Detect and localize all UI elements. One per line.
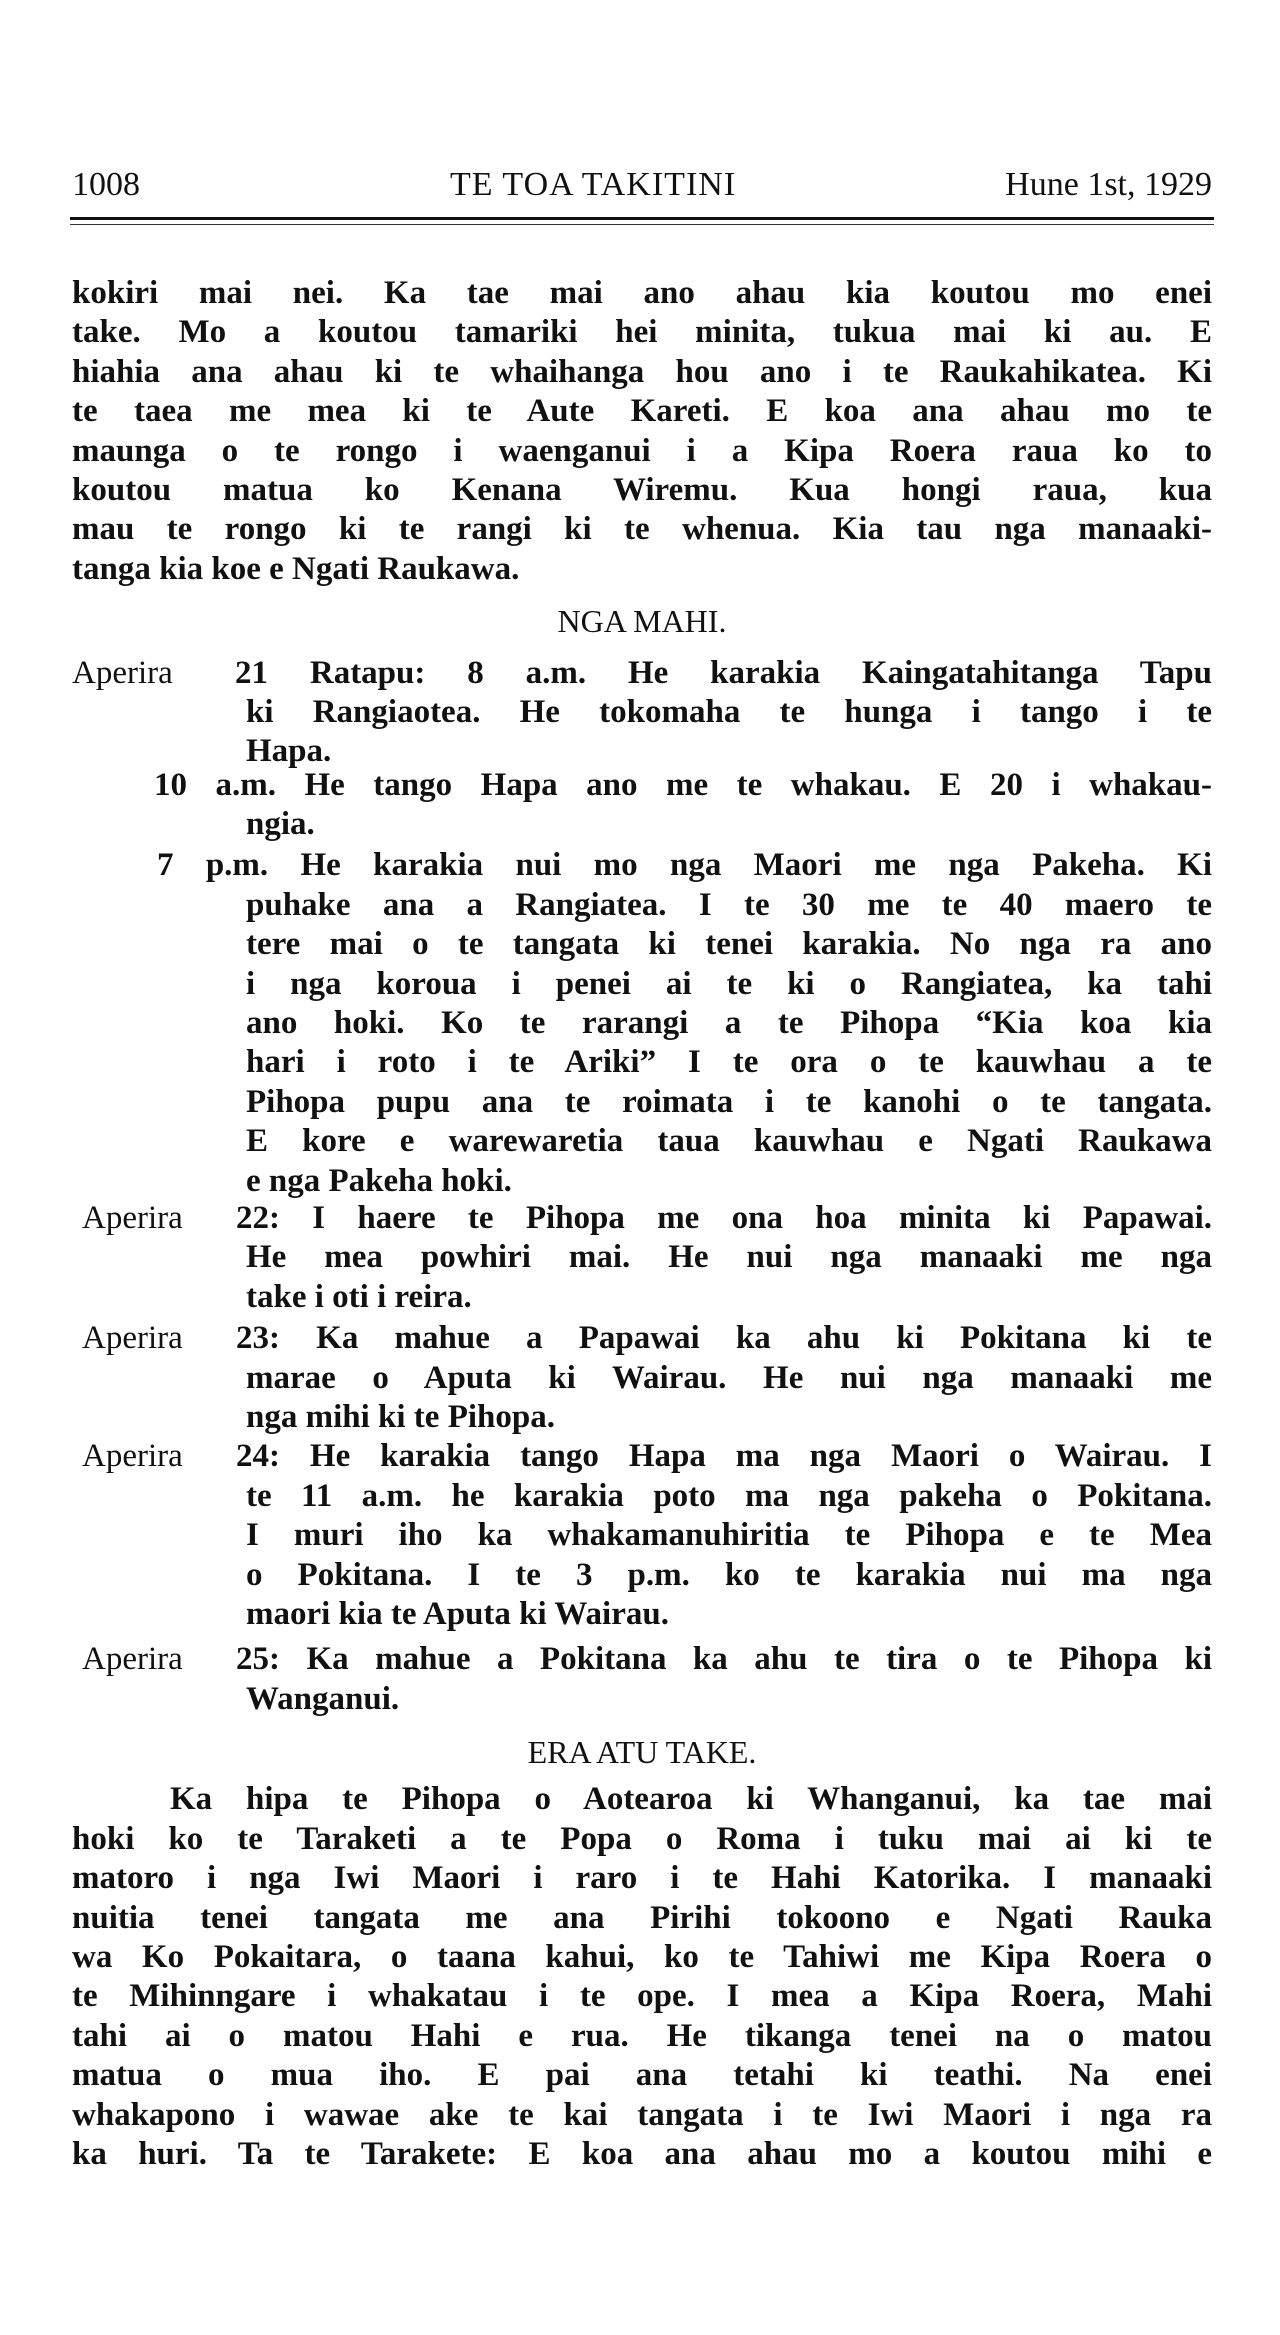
text-line: i nga koroua i penei ai te ki o Rangiatea, ka tahi <box>246 965 1212 1002</box>
entry-label: Aperira <box>82 1438 183 1475</box>
text-line: marae o Aputa ki Wairau. He nui nga manaaki me <box>246 1359 1212 1396</box>
article-body <box>72 274 1212 2174</box>
entry-aperira-24 <box>72 1437 1212 1634</box>
text-line: puhake ana a Rangiatea. I te 30 me te 40 maero te <box>246 886 1212 923</box>
text-line: take i oti i reira. <box>246 1278 472 1315</box>
text-line: tere mai o te tangata ki tenei karakia. No nga ra ano <box>246 926 1212 963</box>
text-line: 23: Ka mahue a Papawai ka ahu ki Pokitana ki te <box>236 1320 1212 1357</box>
text-line: nuitia tenei tangata me ana Pirihi tokoono e Ngati Rauka <box>72 1899 1212 1936</box>
text-line: maori kia te Aputa ki Wairau. <box>246 1595 669 1632</box>
text-line: kokiri mai nei. Ka tae mai ano ahau kia koutou mo enei <box>72 275 1212 311</box>
text-line: take. Mo a koutou tamariki hei minita, tukua mai ki au. E <box>72 314 1212 351</box>
text-line: whakapono i wawae ake te kai tangata i te Iwi Maori i nga ra <box>72 2096 1212 2133</box>
text-line: hari i roto i te Ariki” I te ora o te kauwhau a te <box>246 1044 1212 1081</box>
entry-label: Aperira <box>82 1320 183 1357</box>
text-line: 7 p.m. He karakia nui mo nga Maori me nga Pakeha. Ki <box>157 847 1212 884</box>
entry-label: Aperira <box>82 1641 183 1678</box>
text-line: matua o mua iho. E pai ana tetahi ki teathi. Na enei <box>72 2057 1212 2094</box>
text-line: 10 a.m. He tango Hapa ano me te whakau. E 20 i whakau- <box>154 766 1212 803</box>
header-rule-thin <box>70 224 1214 225</box>
entry-label: Aperira <box>72 654 173 691</box>
text-line: te Mihinngare i whakatau i te ope. I mea a Kipa Roera, Mahi <box>72 1978 1212 2015</box>
header-rule-thick <box>70 217 1214 220</box>
text-line: tanga kia koe e Ngati Raukawa. <box>72 550 520 587</box>
intro-paragraph <box>72 274 1212 589</box>
entry-7pm <box>72 846 1212 1201</box>
text-line: ki Rangiaotea. He tokomaha te hunga i tango i te <box>246 693 1212 730</box>
text-line: mau te rongo ki te rangi ki te whenua. Kia tau nga manaaki- <box>72 511 1212 548</box>
entry-aperira-22 <box>72 1199 1212 1317</box>
text-line: Ka hipa te Pihopa o Aotearoa ki Whanganui, ka tae mai <box>170 1781 1212 1818</box>
page-number: 1008 <box>72 166 140 203</box>
text-line: e nga Pakeha hoki. <box>246 1162 512 1199</box>
publication-title: TE TOA TAKITINI <box>450 166 737 203</box>
text-line: nga mihi ki te Pihopa. <box>246 1398 555 1435</box>
text-line: E kore e warewaretia taua kauwhau e Ngati Raukawa <box>246 1123 1212 1160</box>
entry-aperira-21 <box>72 654 1212 772</box>
text-line: ano hoki. Ko te rarangi a te Pihopa “Kia koa kia <box>246 1005 1212 1042</box>
text-line: wa Ko Pokaitara, o taana kahui, ko te Tahiwi me Kipa Roera o <box>72 1939 1212 1976</box>
text-line: te 11 a.m. he karakia poto ma nga pakeha o Pokitana. <box>246 1477 1212 1514</box>
text-line: 22: I haere te Pihopa me ona hoa minita ki Papawai. <box>236 1199 1212 1236</box>
text-line: tahi ai o matou Hahi e rua. He tikanga tenei na o matou <box>72 2017 1212 2054</box>
section-heading-nga-mahi: NGA MAHI. <box>557 603 727 640</box>
text-line: 21 Ratapu: 8 a.m. He karakia Kaingatahitanga Tapu <box>235 654 1212 691</box>
text-line: maunga o te rongo i waenganui i a Kipa Roera raua ko to <box>72 432 1212 469</box>
text-line: He mea powhiri mai. He nui nga manaaki me nga <box>246 1239 1212 1276</box>
text-line: 24: He karakia tango Hapa ma nga Maori o Wairau. I <box>236 1438 1212 1475</box>
text-line: ngia. <box>246 806 315 843</box>
running-header <box>72 166 1212 214</box>
text-line: ka huri. Ta te Tarakete: E koa ana ahau mo a koutou mihi e <box>72 2135 1212 2172</box>
text-line: matoro i nga Iwi Maori i raro i te Hahi Katorika. I manaaki <box>72 1860 1212 1897</box>
text-line: Pihopa pupu ana te roimata i te kanohi o te tangata. <box>246 1083 1212 1120</box>
text-line: te taea me mea ki te Aute Kareti. E koa ana ahau mo te <box>72 393 1212 430</box>
entry-aperira-23 <box>72 1319 1212 1437</box>
text-line: hoki ko te Taraketi a te Popa o Roma i tuku mai ai ki te <box>72 1820 1212 1857</box>
final-paragraph <box>72 1780 1212 2174</box>
text-line: hiahia ana ahau ki te whaihanga hou ano i te Raukahikatea. Ki <box>72 353 1212 390</box>
text-line: Wanganui. <box>246 1680 400 1717</box>
text-line: 25: Ka mahue a Pokitana ka ahu te tira o te Pihopa ki <box>236 1641 1212 1678</box>
text-line: Hapa. <box>246 733 332 770</box>
text-line: I muri iho ka whakamanuhiritia te Pihopa e te Mea <box>246 1517 1212 1554</box>
entry-aperira-25 <box>72 1640 1212 1719</box>
section-heading-era-atu-take: ERA ATU TAKE. <box>527 1734 757 1771</box>
entry-10am <box>72 766 1212 845</box>
issue-date: Hune 1st, 1929 <box>1005 166 1212 203</box>
text-line: koutou matua ko Kenana Wiremu. Kua hongi raua, kua <box>72 471 1212 508</box>
text-line: o Pokitana. I te 3 p.m. ko te karakia nui ma nga <box>246 1556 1212 1593</box>
entry-label: Aperira <box>82 1199 183 1236</box>
